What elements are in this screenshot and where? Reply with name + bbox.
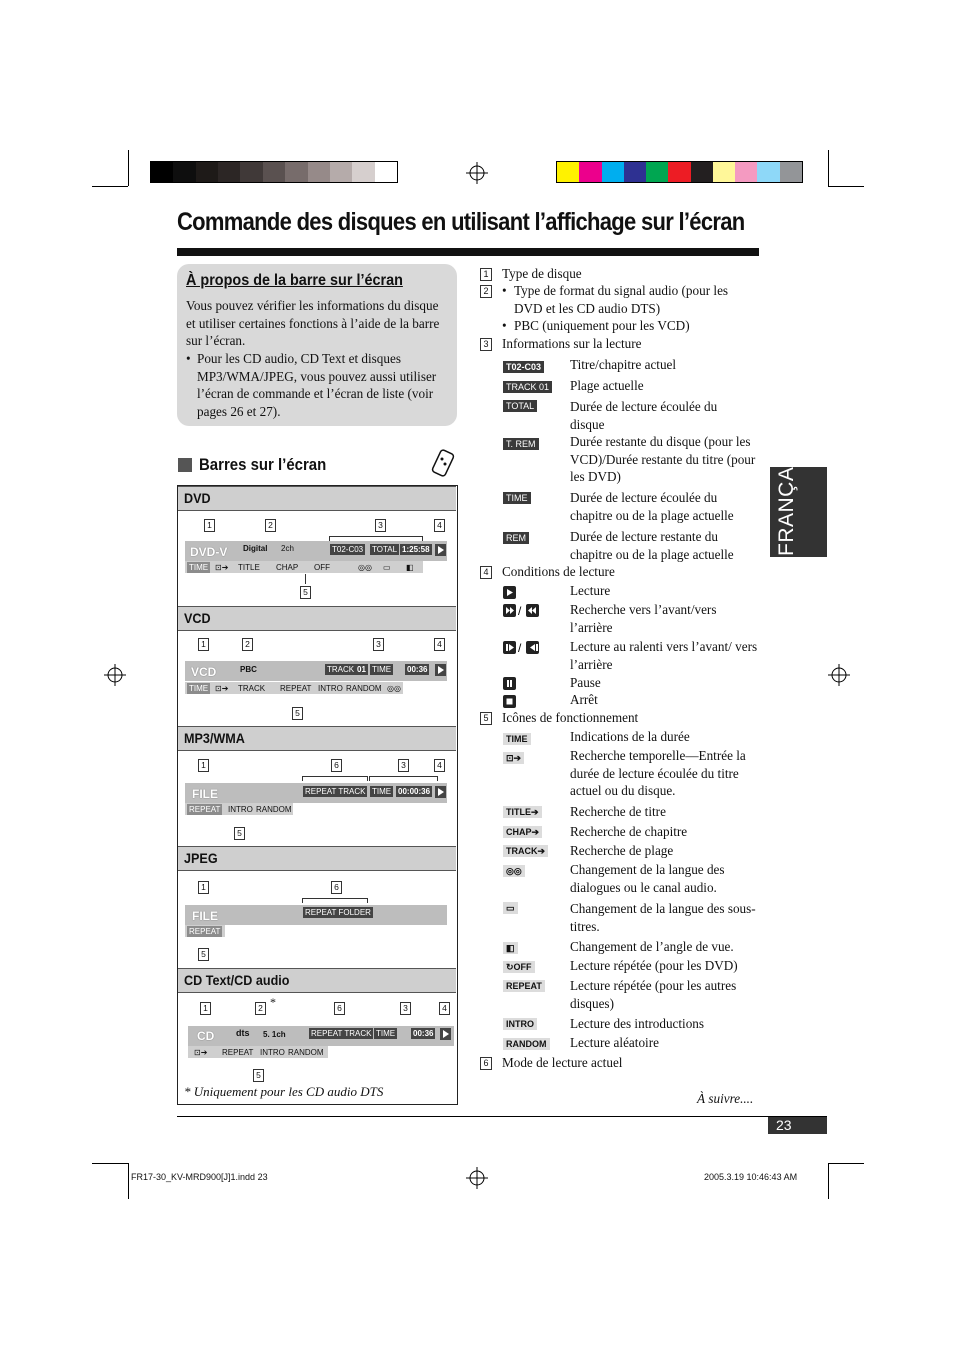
op-text: Lecture répétée (pour les DVD): [570, 958, 738, 973]
marker: 3: [373, 638, 384, 651]
title-icon: TITLE: [238, 563, 260, 572]
op-text: Recherche temporelle—Entrée la durée de lecture écoulée du titre actuel ou du disque.: [570, 748, 746, 798]
chapter-search-label: CHAP: [506, 827, 532, 837]
op-text: Lecture des introductions: [570, 1016, 705, 1031]
play-icon: [503, 586, 516, 599]
intro-icon: INTRO: [503, 1018, 537, 1030]
time-search-icon: ⊡➔: [215, 563, 229, 572]
op-text: Recherche de titre: [570, 804, 666, 819]
cond-text: Lecture au ralenti vers l’avant/ vers l’arrière: [570, 639, 758, 672]
op-text: Changement de la langue des sous-titres.: [570, 901, 756, 934]
marker: 3: [398, 759, 409, 772]
registration-mark-icon: [828, 664, 850, 686]
item-number: 5: [480, 712, 492, 725]
marker: 5: [253, 1069, 264, 1082]
disc-type: FILE: [192, 909, 218, 923]
band-dvd: [178, 486, 456, 511]
chapter-display: T02-C03: [332, 545, 364, 554]
about-box: [177, 264, 457, 426]
chap-icon: CHAP: [276, 563, 299, 572]
item-6-text: Mode de lecture actuel: [502, 1055, 623, 1070]
marker: 4: [439, 1002, 450, 1015]
time-display-icon: TIME: [503, 492, 531, 504]
marker: 5: [300, 586, 311, 599]
mode-display: REPEAT FOLDER: [305, 908, 371, 917]
repeat-icon: REPEAT: [222, 1048, 254, 1057]
marker: 2: [265, 519, 276, 532]
language-tab-label: FRANÇAIS: [775, 445, 798, 556]
info-text: Plage actuelle: [570, 378, 644, 393]
band-cd-label: CD Text/CD audio: [184, 972, 290, 988]
repeat-off-icon: ↻OFF: [503, 961, 535, 973]
audio-ch: 2ch: [281, 544, 294, 553]
cond-text: Pause: [570, 675, 601, 690]
disc-type: VCD: [191, 665, 217, 679]
random-icon: RANDOM: [346, 684, 382, 693]
total-time: 1:25:58: [402, 545, 430, 554]
time-value: 00:36: [413, 1029, 434, 1038]
play-icon: [435, 786, 446, 798]
disc-type: FILE: [192, 787, 218, 801]
chapter-display-icon: T02-C03: [503, 361, 544, 373]
slow-motion-icon: [503, 641, 541, 654]
marker: 4: [434, 638, 445, 651]
marker: 4: [434, 759, 445, 772]
grayscale-bar: [150, 161, 398, 183]
registration-mark-icon: [466, 1167, 488, 1189]
band-jpeg-label: JPEG: [184, 850, 218, 866]
band-jpeg: [178, 846, 456, 871]
time-search-icon: ⊡➔: [194, 1048, 208, 1057]
svg-text:/: /: [518, 604, 522, 617]
section-heading: Barres sur l’écran: [199, 455, 327, 474]
play-icon: [440, 1028, 451, 1040]
info-text: Titre/chapitre actuel: [570, 357, 677, 372]
op-text: Recherche de plage: [570, 843, 674, 858]
leader-line: [305, 574, 306, 584]
time-icon: TIME: [189, 563, 209, 572]
chapter-search-icon: CHAP➔: [503, 826, 542, 838]
marker: 6: [334, 1002, 345, 1015]
track-display-icon: TRACK 01: [503, 381, 552, 393]
time-icon: TIME: [503, 733, 531, 745]
mode-display: REPEAT TRACK: [311, 1029, 372, 1038]
op-text: Indications de la durée: [570, 729, 690, 744]
audio-icon: ◎◎: [358, 563, 372, 572]
dts-logo: dts: [236, 1028, 250, 1038]
time-value: 00:00:36: [398, 787, 431, 796]
item-number: 2: [480, 285, 492, 298]
repeat-icon: REPEAT: [189, 927, 221, 936]
pbc: PBC: [240, 665, 257, 674]
repeat-off-label: OFF: [513, 962, 532, 972]
intro-icon: INTRO: [318, 684, 343, 693]
marker: 1: [198, 638, 209, 651]
track-icon: TRACK: [238, 684, 266, 693]
track-search-label: TRACK: [506, 846, 538, 856]
band-vcd-label: VCD: [184, 610, 211, 626]
track-label: TRACK: [327, 665, 355, 674]
time-search-icon: ⊡➔: [215, 684, 229, 693]
random-icon: RANDOM: [503, 1038, 550, 1050]
track-search-icon: TRACK➔: [503, 845, 548, 857]
info-text: Durée de lecture écoulée du chapitre ou de la plage actuelle: [570, 490, 734, 523]
play-icon: [435, 544, 446, 556]
time-search-icon: ⊡➔: [503, 752, 524, 764]
time-label: TIME: [372, 665, 392, 674]
repeat-off-icon: OFF: [314, 563, 330, 572]
op-text: Recherche de chapitre: [570, 824, 688, 839]
dts-ch: 5. 1ch: [263, 1030, 286, 1039]
footer-file: FR17-30_KV-MRD900[J]1.indd 23: [131, 1172, 268, 1182]
footer-rule: [177, 1116, 827, 1117]
info-text: Durée de lecture restante du chapitre ou de la plage actuelle: [570, 529, 734, 562]
angle-icon: ◧: [406, 563, 414, 572]
leader-line: [369, 776, 438, 781]
continued-note: À suivre....: [697, 1091, 754, 1106]
footer-date: 2005.3.19 10:46:43 AM: [704, 1172, 798, 1182]
color-bar: [556, 161, 803, 183]
leader-line: [302, 776, 368, 781]
marker: 1: [198, 881, 209, 894]
pause-icon: [503, 677, 516, 690]
cond-text: Arrêt: [570, 692, 598, 707]
total-label: TOTAL: [372, 545, 398, 554]
marker: 1: [204, 519, 215, 532]
op-text: Lecture répétée (pour les autres disques): [570, 978, 737, 1011]
audio-language-icon: ◎◎: [503, 865, 525, 877]
marker: 5: [234, 827, 245, 840]
play-icon: [435, 664, 446, 676]
registration-mark-icon: [466, 162, 488, 184]
band-dvd-label: DVD: [184, 490, 211, 506]
fast-forward-rewind-icon: [503, 604, 541, 617]
marker: 2: [242, 638, 253, 651]
t-rem-display-icon: T. REM: [503, 438, 539, 450]
marker: 2: [255, 1002, 266, 1015]
stop-icon: [503, 695, 516, 708]
item-number: 4: [480, 566, 492, 579]
band-cd: [178, 968, 456, 993]
marker: 6: [331, 881, 342, 894]
item-number: 1: [480, 268, 492, 281]
item-3-text: Informations sur la lecture: [502, 336, 642, 351]
onscreen-bar-diagram: [177, 485, 458, 1105]
repeat-icon: REPEAT: [503, 980, 545, 992]
repeat-icon: REPEAT: [189, 805, 221, 814]
item-2b-text: PBC (uniquement pour les VCD): [514, 318, 690, 333]
marker: 6: [331, 759, 342, 772]
about-body: Vous pouvez vérifier les informations du disque et utiliser certaines fonctions à l’aide de la barre sur l’écran.: [186, 298, 440, 348]
mode-display: REPEAT TRACK: [305, 787, 366, 796]
band-mp3: [178, 726, 456, 751]
time-icon: TIME: [189, 684, 209, 693]
info-text: Durée de lecture écoulée du disque: [570, 399, 718, 432]
item-5-text: Icônes de fonctionnement: [502, 710, 639, 725]
item-number: 3: [480, 338, 492, 351]
random-icon: RANDOM: [256, 805, 292, 814]
cond-text: Lecture: [570, 583, 611, 598]
repeat-icon: REPEAT: [280, 684, 312, 693]
about-bullet: • Pour les CD audio, CD Text et disques MP3/WMA/JPEG, vous pouvez aussi utiliser l’écran de commande et l’écran de liste (voir pages 26 et 27).: [186, 350, 450, 420]
marker: 1: [198, 759, 209, 772]
marker: 4: [434, 519, 445, 532]
title-search-label: TITLE: [506, 807, 531, 817]
item-2a-text: Type de format du signal audio (pour les DVD et les CD audio DTS): [514, 283, 729, 316]
about-heading: À propos de la barre sur l’écran: [186, 272, 403, 289]
title-rule: [177, 248, 759, 256]
section-square-icon: [178, 458, 192, 472]
title-search-icon: TITLE➔: [503, 806, 542, 818]
disc-type: DVD-V: [190, 545, 228, 559]
marker: 3: [375, 519, 386, 532]
marker: 5: [292, 707, 303, 720]
item-number: 6: [480, 1057, 492, 1070]
intro-icon: INTRO: [228, 805, 253, 814]
page-number: 23: [776, 1117, 792, 1133]
subtitle-icon: ▭: [503, 902, 518, 914]
total-display-icon: TOTAL: [503, 400, 537, 412]
marker: 3: [400, 1002, 411, 1015]
info-text: Durée restante du disque (pour les VCD)/Durée restante du titre (pour les DVD): [570, 434, 756, 484]
random-icon: RANDOM: [288, 1048, 324, 1057]
dts-asterisk: *: [270, 995, 276, 1009]
audio-digital: Digital: [243, 544, 268, 553]
disc-type: CD: [197, 1029, 215, 1043]
cond-text: Recherche vers l’avant/vers l’arrière: [570, 602, 717, 635]
time-value: 00:36: [407, 665, 428, 674]
op-text: Lecture aléatoire: [570, 1035, 659, 1050]
op-text: Changement de la langue des dialogues ou le canal audio.: [570, 862, 725, 895]
item-4-text: Conditions de lecture: [502, 564, 615, 579]
registration-mark-icon: [104, 664, 126, 686]
rem-display-icon: REM: [503, 532, 529, 544]
page-title: Commande des disques en utilisant l’affichage sur l’écran: [177, 208, 745, 236]
band-mp3-label: MP3/WMA: [184, 730, 245, 746]
op-text: Changement de l’angle de vue.: [570, 939, 734, 954]
audio-icon: ◎◎: [387, 684, 401, 693]
intro-icon: INTRO: [260, 1048, 285, 1057]
about-bullet-text: Pour les CD audio, CD Text et disques MP3/WMA/JPEG, vous pouvez aussi utiliser l’écran de commande et l’écran de liste (voir pages 26 et 27).: [197, 351, 437, 419]
time-label: TIME: [372, 787, 392, 796]
marker: 1: [200, 1002, 211, 1015]
remote-control-icon: [430, 449, 456, 477]
leader-line: [302, 898, 368, 903]
marker: 5: [198, 948, 209, 961]
time-label: TIME: [376, 1029, 396, 1038]
footnote: * Uniquement pour les CD audio DTS: [184, 1084, 384, 1099]
subtitle-icon: ▭: [383, 563, 391, 572]
item-1-text: Type de disque: [502, 266, 582, 281]
band-vcd: [178, 606, 456, 631]
track-num: 01: [357, 665, 366, 674]
angle-icon: ◧: [503, 942, 518, 954]
svg-text:/: /: [518, 641, 522, 654]
